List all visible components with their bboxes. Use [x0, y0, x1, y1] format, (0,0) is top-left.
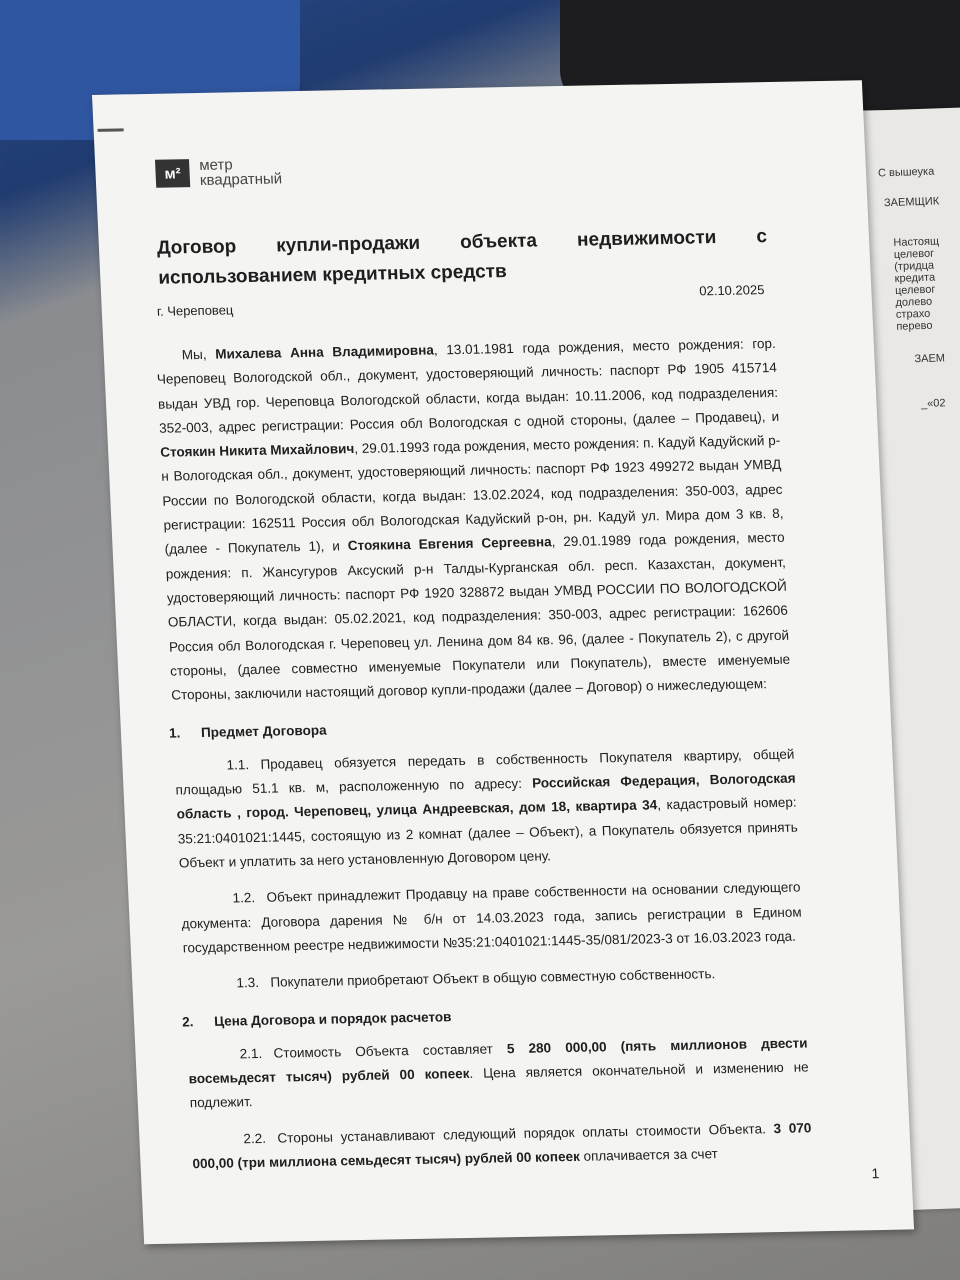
next-page-line: целевог [894, 283, 936, 297]
document-date: 02.10.2025 [698, 282, 765, 299]
clause-2-1: 2.1. Стоимость Объекта составляет 5 280 000,00 (пять миллионов двести восемьдесят тысяч) рублей 00 копеек. Цена является окончательной и изменению не подлежит. [188, 1035, 809, 1111]
document-body [155, 332, 813, 1177]
next-page-line: страхо [895, 307, 931, 321]
clause-1-2: 1.2. Объект принадлежит Продавцу на праве собственности на основании следующего документа: Договора дарения № б/н от 14.03.2023 года, запись регистрации в Едином государственном реестре недвижимости №35:21:0401021:1445-35/081/2023-3 от 16.03.2023 года. [181, 879, 802, 956]
next-page-line: целевог [893, 247, 935, 261]
clause-2-2: 2.2. Стороны устанавливают следующий порядок оплаты стоимости Объекта. 3 070 000,00 (три миллиона семьдесят тысяч) рублей 00 копеек оплачивается за счет [192, 1119, 812, 1172]
next-page-line: _«02 [920, 397, 946, 411]
logo-line: квадратный [199, 170, 283, 189]
section-heading: 2. Цена Договора и порядок расчетов [181, 1009, 452, 1030]
logo [155, 156, 282, 188]
contract-page [92, 80, 914, 1244]
next-page-line: кредита [894, 271, 936, 285]
next-page-line: ЗАЕМ [914, 352, 946, 366]
page-number: 1 [871, 1165, 880, 1182]
next-page-line: перево [896, 319, 933, 333]
next-page-line: С вышеука [877, 165, 935, 180]
next-page-line: Настоящ [893, 235, 940, 249]
intro-paragraph: Мы, Михалева Анна Владимировна, 13.01.1981 года рождения, место рождения: гор. Череповец Вологодской обл., документ, удостоверяющий личность: паспорт РФ 1905 415714 выдан УВД гор. Череповца Вологодской области, когда выдан: 10.11.2006, код подразделения: 352-003, адрес регистрации: Россия обл Вологодская с одной стороны, (далее – Продавец), и Стоякин Никита Михайлович, 29.01.1993 года рождения, место рождения: п. Кадуй Кадуйский р-н Вологодская обл., документ, удостоверяющий личность: паспорт РФ 1923 499272 выдан УМВД России по Вологодской области, когда выдан: 13.02.2024, код подразделения: 350-003, адрес регистрации: 162511 Россия обл Вологодская Кадуйский р-он, рн. Кадуй ул. Мира дом 3 кв. 8, (далее - Покупатель 1), и Стоякина Евгения Сергеевна, 29.01.1989 года рождения, место рождения: п. Жансугуров Аксуский р-н Талды-Курганская обл. респ. Казахстан, документ, удостоверяющий личность: паспорт РФ 1920 328872 выдан УМВД РОССИИ ПО ВОЛОГОДСКОЙ ОБЛАСТИ, когда выдан: 05.02.2021, код подразделения: 350-003, адрес регистрации: 162606 Россия обл Вологодская г. Череповец ул. Ленина дом 84 кв. 96, (далее - Покупатель 2), с другой стороны, (далее совместно именуемые Покупатели или Покупатель), вместе именуемые Стороны, заключили настоящий договор купли-продажи (далее – Договор) о нижеследующем: [156, 335, 791, 703]
logo-line: метр [198, 156, 234, 174]
punch-mark [98, 128, 124, 131]
section-heading: 1. Предмет Договора [168, 723, 327, 742]
next-page-line: долево [895, 295, 933, 309]
logo-text [199, 156, 282, 188]
clause-1-1: 1.1. Продавец обязуется передать в собственность Покупателя квартиру, общей площадью 51.1 кв. м, расположенную по адресу: Российская Федерация, Вологодская область , город. Череповец, улица Андреевская, дом 18, квартира 34, кадастровый номер: 35:21:0401021:1445, состоящую из 2 комнат (далее – Объект), а Покупатель обязуется принять Объект и уплатить за него установленную Договором цену. [175, 746, 799, 871]
city: г. Череповец [156, 302, 234, 319]
next-page-line: ЗАЕМЩИК [883, 195, 940, 210]
clause-1-3: 1.3. Покупатели приобретают Объект в общую совместную собственность. [236, 966, 716, 991]
logo-mark: м² [155, 159, 190, 188]
document-title: Договор купли-продажи объекта недвижимости с использованием кредитных средств [156, 226, 768, 289]
next-page-line: (тридца [894, 259, 935, 273]
